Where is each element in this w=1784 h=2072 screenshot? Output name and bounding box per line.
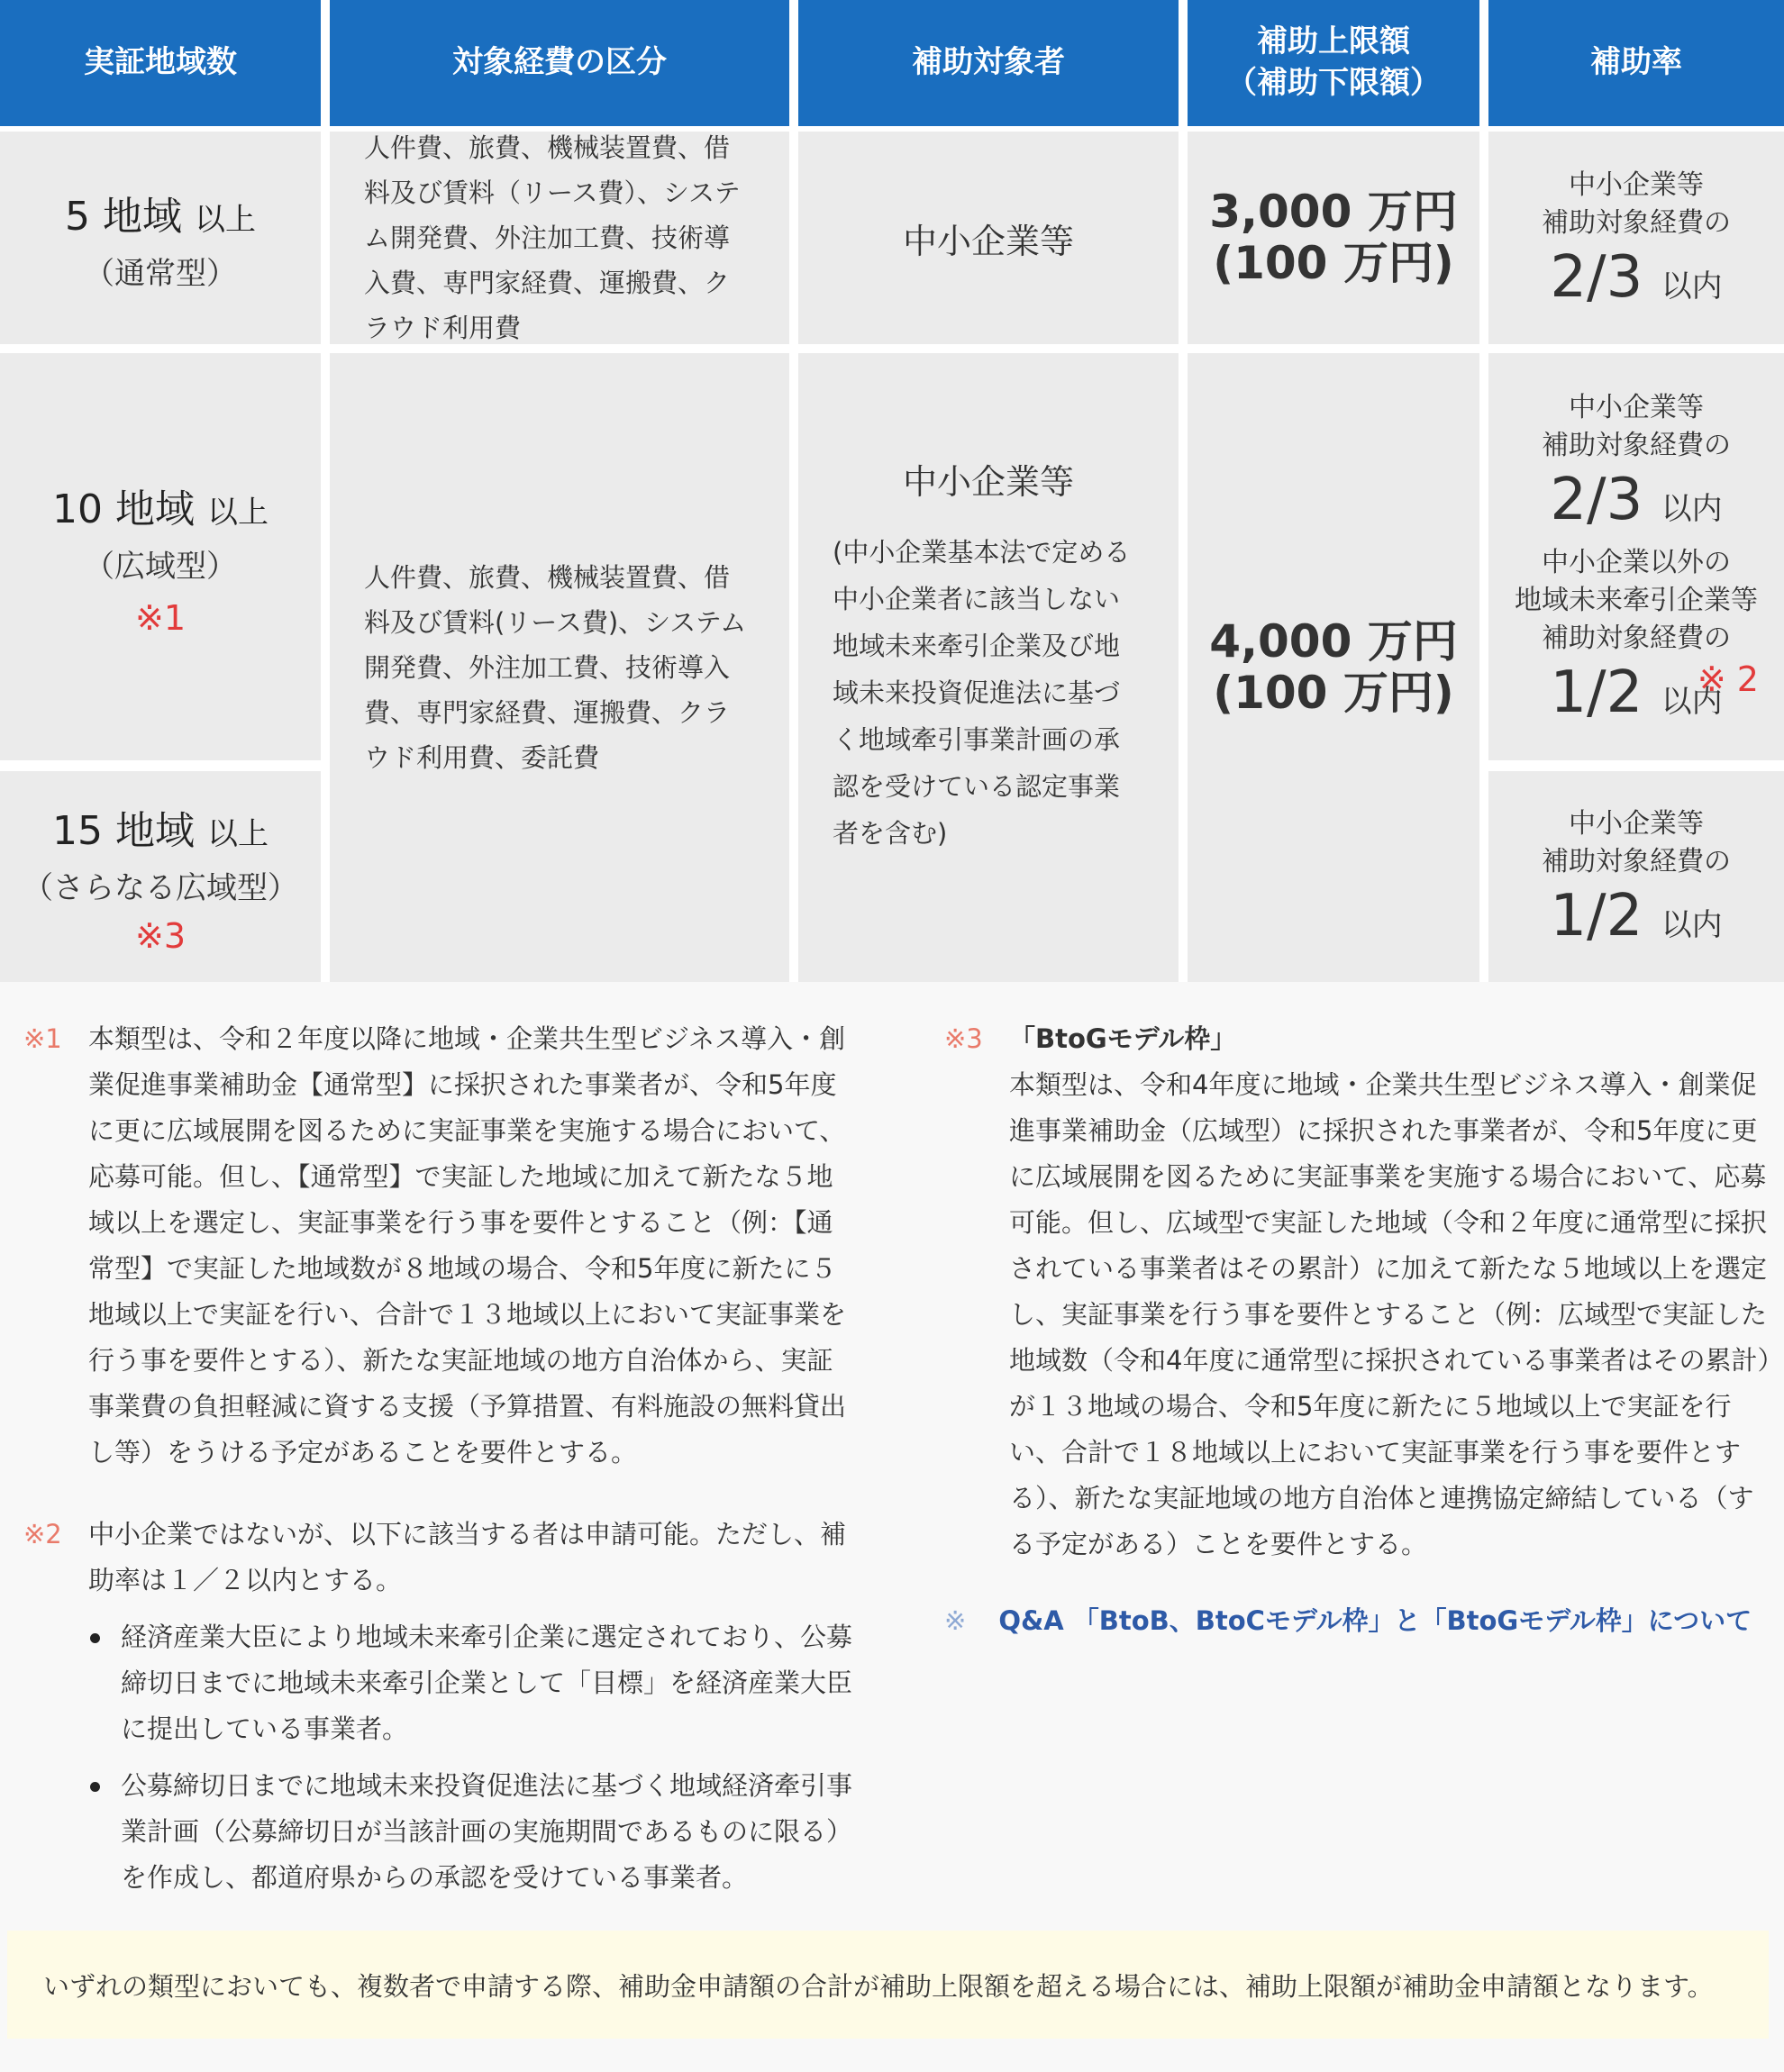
row1-target-text: 中小企業等 <box>902 221 1074 261</box>
row2-rate-alt-label2: 地域未来牽引企業等 <box>1515 585 1758 616</box>
header-regions <box>0 0 321 126</box>
row1-region-count: 5 地域 以上 <box>65 193 256 240</box>
row2-rate <box>1488 353 1784 760</box>
row2-target <box>798 353 1179 982</box>
row3-note-mark: ※3 <box>134 915 187 956</box>
row1-limit <box>1188 132 1479 344</box>
row2-limit-lower: (100 万円) <box>1213 667 1454 719</box>
note-3-title: 「BtoGモデル枠」 <box>1009 1023 1237 1054</box>
row2-note-mark: ※1 <box>134 597 187 638</box>
note-3 <box>944 1016 1773 1568</box>
note-1 <box>23 1016 852 1476</box>
row1-rate-value: 2/3 以内 <box>1550 243 1723 311</box>
row1-target <box>798 132 1179 344</box>
row2-expenses-text: 人件費、旅費、機械装置費、借料及び賃料(リース費)、システム開発費、外注加工費、技術導入費、専門家経費、運搬費、クラウド利用費、委託費 <box>364 562 747 773</box>
note-2 <box>23 1512 852 1901</box>
header-expenses-label: 対象経費の区分 <box>452 44 667 81</box>
row3-rate-label2: 補助対象経費の <box>1542 845 1731 877</box>
row3-regions <box>0 771 321 982</box>
row1-regions <box>0 132 321 344</box>
row1-limit-upper: 3,000 万円 <box>1209 185 1458 238</box>
summary-text: いずれの類型においても、複数者で申請する際、補助金申請額の合計が補助上限額を超える場合には、補助上限額が補助金申請額となります。 <box>43 1970 1714 2002</box>
qa-link[interactable] <box>944 1601 1752 1638</box>
row1-limit-lower: (100 万円) <box>1213 237 1454 289</box>
header-regions-label: 実証地域数 <box>84 44 237 81</box>
note-3-text: 本類型は、令和4年度に地域・企業共生型ビジネス導入・創業促進事業補助金（広域型）に採択された事業者が、令和5年度に更に広域展開を図るために実証事業を実施する場合において、応募可能。但し、広域型で実証した地域（令和２年度に通常型に採択されている事業者はその累計）に加えて新たな５地域以上を選定し、実証事業を行う事を要件とすること（例：広域型で実証した地域数（令和4年度に通常型に採択されている事業者はその累計）が１３地域の場合、令和5年度に新たに５地域以上で実証を行い、合計で１８地域以上において実証事業を行う事を要件とする）、新たな実証地域の地方自治体と連携協定締結している（する予定がある）ことを要件とする。 <box>1009 1069 1770 1559</box>
qa-link-text[interactable]: Q&A 「BtoB、BtoCモデル枠」と「BtoGモデル枠」について <box>998 1605 1752 1636</box>
header-target-label: 補助対象者 <box>912 44 1065 81</box>
note-2-bullet-2: 公募締切日までに地域未来投資促進法に基づく地域経済牽引事業計画（公募締切日が当該計画の実施期間であるものに限る）を作成し、都道府県からの承認を受けている事業者。 <box>121 1763 852 1901</box>
notes-section <box>0 982 1784 2072</box>
row2-region-count: 10 地域 以上 <box>52 486 269 532</box>
row1-rate <box>1488 132 1784 344</box>
subsidy-table <box>0 0 1784 982</box>
row3-rate <box>1488 771 1784 982</box>
note-1-text: 本類型は、令和２年度以降に地域・企業共生型ビジネス導入・創業促進事業補助金【通常型】に採択された事業者が、令和5年度に更に広域展開を図るために実証事業を実施する場合において、応募可能。但し、【通常型】で実証した地域に加えて新たな５地域以上を選定し、実証事業を行う事を要件とすること（例：【通常型】で実証した地域数が８地域の場合、令和5年度に新たに５地域以上で実証を行い、合計で１３地域以上において実証事業を行う事を要件とする）、新たな実証地域の地方自治体から、実証事業費の負担軽減に資する支援（予算措置、有料施設の無料貸出し等）をうける予定があることを要件とする。 <box>88 1023 847 1468</box>
row2-rate-note-mark: ※ 2 <box>1697 659 1759 699</box>
note-1-mark: ※1 <box>23 1023 62 1054</box>
note-2-mark: ※2 <box>23 1519 62 1549</box>
row2-expenses <box>330 353 789 982</box>
note-2-text: 中小企業ではないが、以下に該当する者は申請可能。ただし、補助率は１／２以内とする。 <box>88 1519 847 1595</box>
row3-rate-label1: 中小企業等 <box>1569 807 1704 840</box>
row3-rate-value: 1/2 以内 <box>1550 882 1723 950</box>
row2-rate-alt-label3: 補助対象経費の <box>1542 623 1731 654</box>
row2-target-note: (中小企業基本法で定める中小企業者に該当しない地域未来牽引企業及び地域未来投資促進法に基づく地域牽引事業計画の承認を受けている認定事業者を含む) <box>833 537 1131 849</box>
row2-target-text: 中小企業等 <box>902 462 1074 502</box>
header-rate-label: 補助率 <box>1590 44 1682 81</box>
header-limit <box>1188 0 1479 126</box>
note-2-list <box>121 1614 852 1901</box>
row2-rate-alt-value: 1/2 以内 <box>1550 659 1723 726</box>
note-2-bullet-1: 経済産業大臣により地域未来牽引企業に選定されており、公募締切日までに地域未来牽引企業として「目標」を経済産業大臣に提出している事業者。 <box>121 1614 852 1752</box>
row3-region-type: （さらなる広域型） <box>23 869 298 906</box>
header-expenses <box>330 0 789 126</box>
summary-box <box>7 1931 1769 2039</box>
row1-expenses-text: 人件費、旅費、機械装置費、借料及び賃料（リース費）、システム開発費、外注加工費、技術導入費、専門家経費、運搬費、クラウド利用費 <box>364 132 741 343</box>
row2-rate-label2: 補助対象経費の <box>1542 429 1731 461</box>
row2-limit-upper: 4,000 万円 <box>1209 614 1458 668</box>
qa-mark: ※ <box>944 1605 967 1636</box>
header-limit-label: 補助上限額 （補助下限額） <box>1226 23 1441 101</box>
row2-limit <box>1188 353 1479 982</box>
row1-expenses <box>330 132 789 344</box>
row1-region-type: （通常型） <box>84 255 237 292</box>
header-target <box>798 0 1179 126</box>
note-3-mark: ※3 <box>944 1023 983 1054</box>
row3-region-count: 15 地域 以上 <box>52 807 269 854</box>
row2-rate-value: 2/3 以内 <box>1550 466 1723 533</box>
row2-region-type: （広域型） <box>84 548 237 585</box>
row2-rate-label1: 中小企業等 <box>1569 391 1704 423</box>
row1-rate-label2: 補助対象経費の <box>1542 206 1731 239</box>
row2-regions <box>0 353 321 760</box>
header-rate <box>1488 0 1784 126</box>
row1-rate-label1: 中小企業等 <box>1569 168 1704 201</box>
row2-rate-alt-label1: 中小企業以外の <box>1542 547 1731 578</box>
